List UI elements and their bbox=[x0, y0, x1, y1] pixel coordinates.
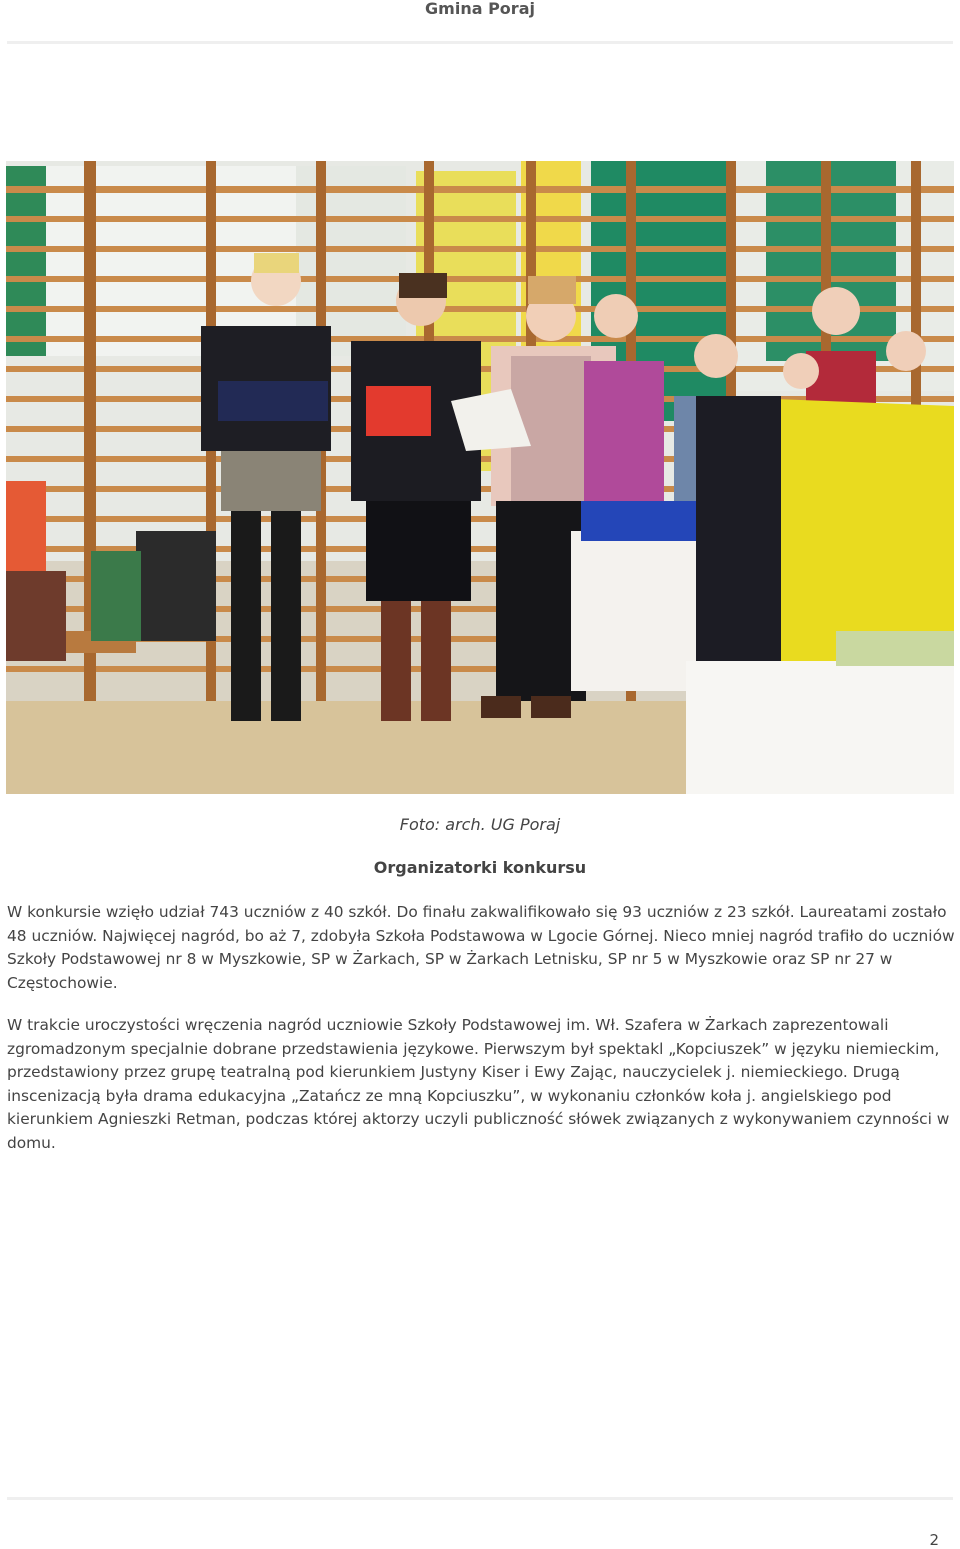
page-number: 2 bbox=[929, 1531, 939, 1549]
article-paragraph: W konkursie wzięło udział 743 uczniów z 40 szkół. Do finału zakwalifikowało się 93 uczniów z 23 szkół. Laureatami zostało 48 uczniów. Najwięcej nagród, bo aż 7, zdobyła Szkoła Podstawowa w Lgocie Górnej. Nieco mniej nagród trafiło do uczniów Szkoły Podstawowej nr 8 w Myszkowie, SP w Żarkach, SP w Żarkach Letnisku, SP nr 5 w Myszkowie oraz SP nr 27 w Częstochowie. bbox=[7, 903, 955, 992]
footer-divider bbox=[7, 1497, 953, 1500]
article-subtitle: Organizatorki konkursu bbox=[373, 858, 587, 877]
article-photo bbox=[6, 161, 954, 794]
site-title: Gmina Poraj bbox=[425, 0, 535, 18]
header-divider bbox=[7, 41, 953, 44]
article-paragraph: W trakcie uroczystości wręczenia nagród uczniowie Szkoły Podstawowej im. Wł. Szafera w Żarkach zaprezentowali zgromadzonym specjalnie dobrane przedstawienia językowe. Pierwszym był spektakl „Kopciuszek” w języku niemieckim, przedstawiony przez grupę teatralną pod kierunkiem Justyny Kiser i Ewy Zając, nauczycielek j. niemieckiego. Drugą inscenizacją była drama edukacyjna „Zatańcz ze mną Kopciuszku”, w wykonaniu członków koła j. angielskiego pod kierunkiem Agnieszki Retman, podczas której aktorzy uczyli publiczność słówek związanych z wykonywaniem czynności w domu. bbox=[7, 1016, 950, 1152]
photo-caption: Foto: arch. UG Poraj bbox=[399, 815, 561, 834]
